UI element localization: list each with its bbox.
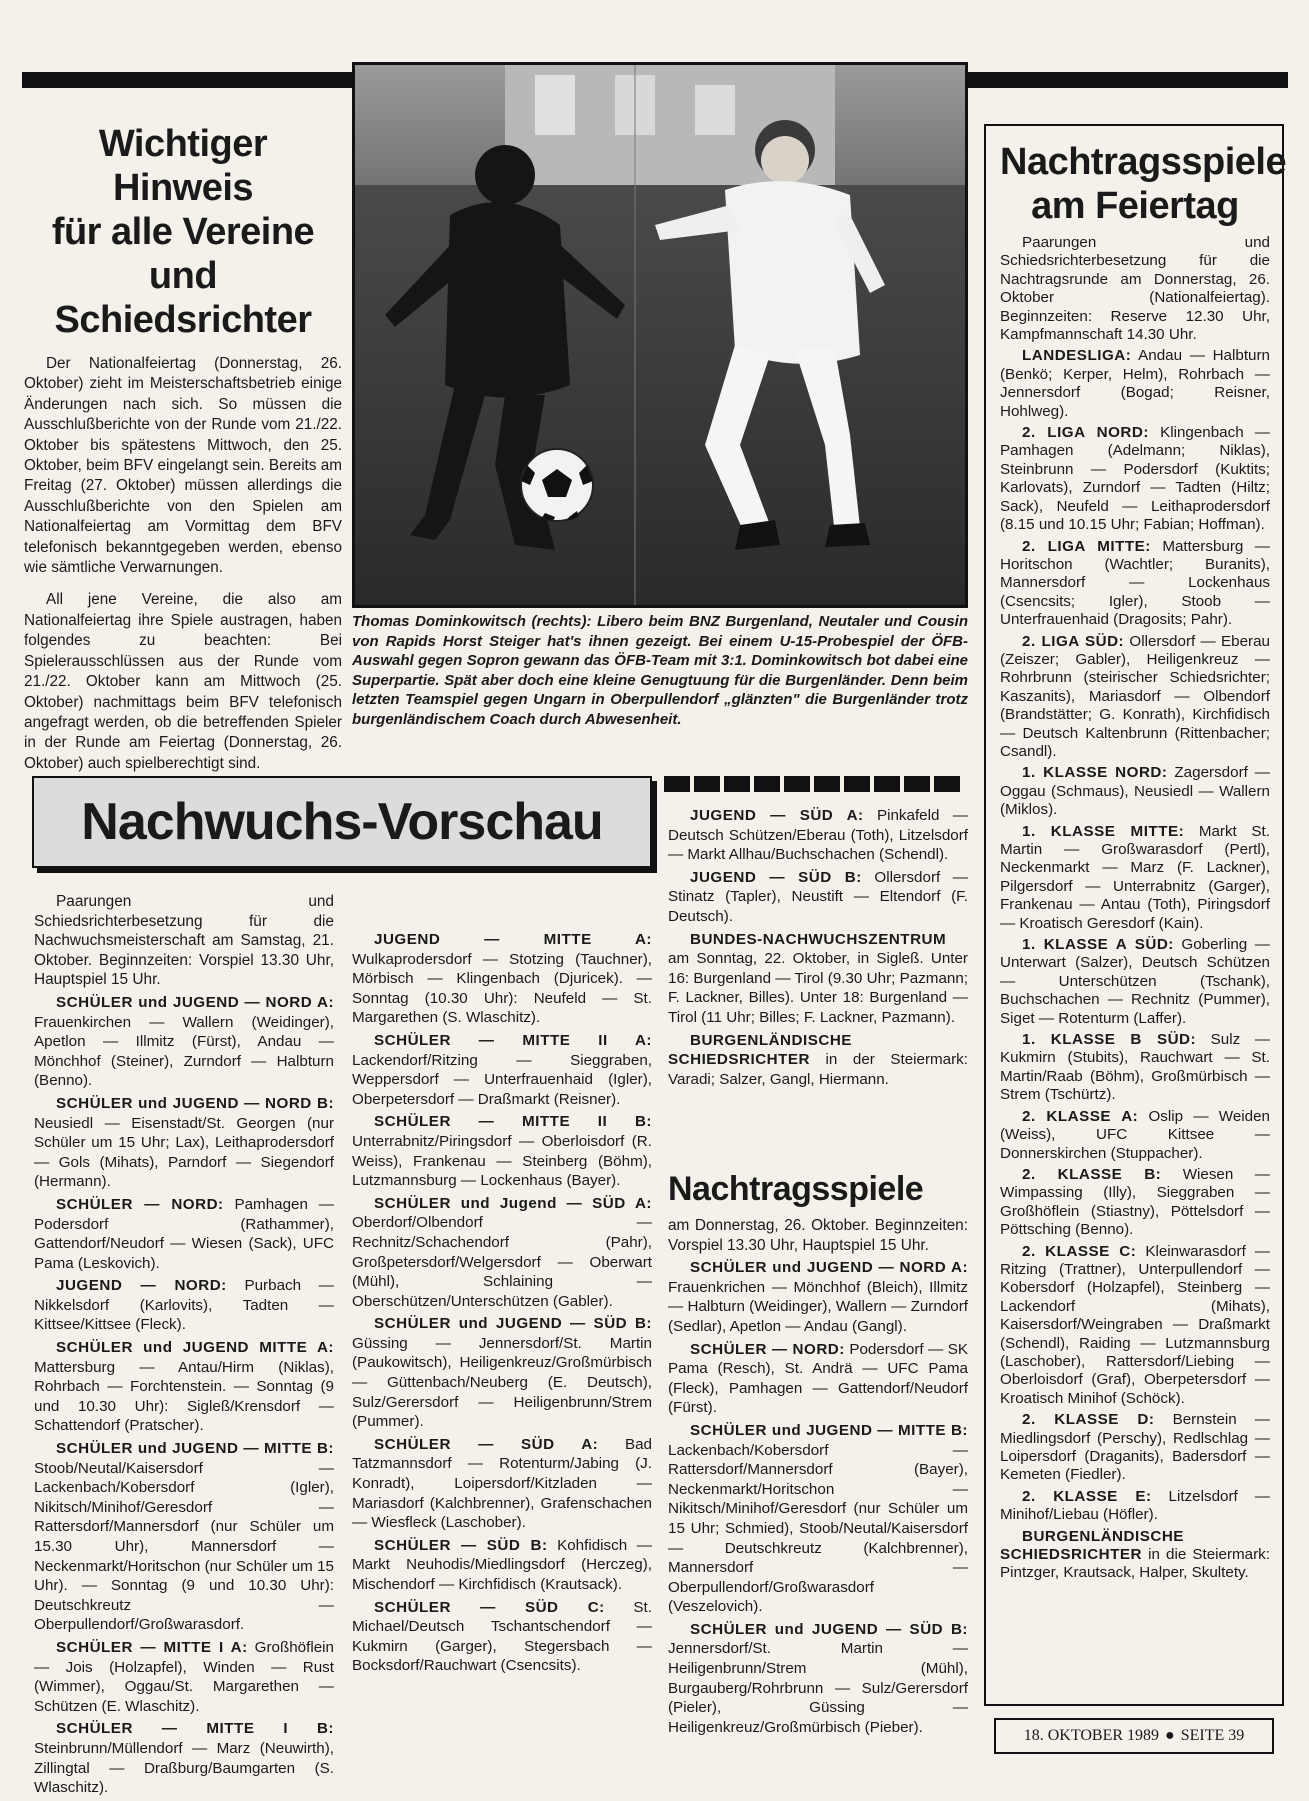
nachwuchs-intro: Paarungen und Schiedsrichterbesetzung für die Nachwuchsmeisterschaft am Samstag, 21. Oktober. Beginnzeiten: Vorspiel 13.30 Uhr, Hauptspiel 15 Uhr. — [34, 893, 334, 989]
fixture-text: St. Michael/Deutsch Tschantschendorf — Kukmirn (Garger), Stegersbach — Bocksdorf/Rauchwart (Csencsits). — [352, 1598, 652, 1675]
nachtragsspiele-intro: am Donnerstag, 26. Oktober. Beginnzeiten: Vorspiel 13.30 Uhr, Hauptspiel 15 Uhr. — [668, 1217, 968, 1254]
fixture-label: BURGENLÄNDISCHE SCHIEDSRICHTER — [668, 1031, 852, 1069]
fixture-entry — [34, 1094, 334, 1192]
nachtragsspiele-title: Nachtragsspiele — [668, 1170, 924, 1208]
fixture-entry — [1000, 1243, 1270, 1409]
fixture-text: Frauenkrichen — Mönchhof (Bleich), Illmitz — Halbturn (Weidinger), Wallern — Zurndorf (Sedlar), Apetlon — Andau (Gangl). — [668, 1278, 968, 1335]
fixture-text: Oberdorf/Olbendorf — Rechnitz/Schachendorf (Pahr), Großpetersdorf/Welgersdorf — Oberwart (Mühl), Schlaining — Oberschützen/Unterschützen (Gabler). — [352, 1214, 652, 1310]
fixture-text: in die Steiermark: Pintzger, Krautsack, Halper, Skultety. — [1000, 1546, 1270, 1582]
fixture-label: SCHÜLER — SÜD A: — [374, 1435, 599, 1453]
fixture-label: 2. LIGA MITTE: — [1022, 537, 1151, 555]
photo-caption: Thomas Dominkowitsch (rechts): Libero beim BNZ Burgenland, Neutaler und Cousin von Rapids Horst Steiger hat's ihnen gezeigt. Bei einem U-15-Probespiel der ÖFB-Auswahl gegen Sopron gewann das ÖFB-Team mit 3:1. Dominkowitsch bot dabei eine Superpartie. Spät aber doch eine kleine Genugtuung für die Burgenländer. Denn beim letzten Teamspiel gegen Ungarn in Oberpullendorf „glänzten" die Burgenländer trotz burgenländischem Coach durch Abwesenheit. — [352, 613, 968, 728]
fixture-entry — [668, 1620, 968, 1738]
fixture-label: 2. KLASSE C: — [1022, 1242, 1137, 1260]
fixture-label: SCHÜLER — NORD: — [690, 1340, 845, 1358]
fixture-label: SCHÜLER und JUGEND — NORD A: — [56, 993, 334, 1011]
fixture-text: Markt St. Martin — Großwarasdorf (Pertl), Neckenmarkt — Marz (F. Lackner), Pilgersdorf — Unterrabnitz (Garger), Frankenau — Antau (Toth), Piringsdorf — Kroatisch Geresdorf (Kain). — [1000, 822, 1270, 932]
nachwuchs-title: Nachwuchs-Vorschau — [81, 793, 603, 851]
fixture-entry — [668, 868, 968, 927]
fixture-label: 2. KLASSE B: — [1022, 1165, 1162, 1183]
fixture-label: 1. KLASSE B SÜD: — [1022, 1031, 1197, 1049]
page-footer — [994, 1718, 1274, 1754]
fixture-entry — [1000, 1166, 1270, 1240]
fixture-entry — [1000, 936, 1270, 1028]
fixture-text: Bernstein — Miedlingsdorf (Perschy), Redlschlag — Loipersdorf (Draganits), Badersdorf — Kemeten (Fiedler). — [1000, 1411, 1270, 1484]
fixture-entry — [1000, 633, 1270, 762]
fixture-label: JUGEND — MITTE A: — [374, 931, 652, 948]
fixture-label: SCHÜLER — NORD: — [56, 1195, 224, 1213]
fixture-entry — [352, 1536, 652, 1595]
fixture-text: Pinkafeld — Deutsch Schützen/Eberau (Toth), Litzelsdorf — Markt Allhau/Buchschachen (Schendl). — [668, 807, 968, 864]
fixture-label: JUGEND — SÜD B: — [690, 868, 862, 886]
fixture-text: Stoob/Neutal/Kaisersdorf — Lackenbach/Kobersdorf (Igler), Nikitsch/Minihof/Geresdorf — Rattersdorf/Mannersdorf (nur Schüler um 15.30 Uhr), Mannersdorf — Neckenmarkt/Horitschon (nur Schüler um 15 Uhr). — Sonntag (9 und 10.30 Uhr): Deutschkreutz — Oberpullendorf/Großwarasdorf. — [34, 1459, 334, 1634]
square-divider — [664, 776, 974, 794]
fixture-label: 2. LIGA SÜD: — [1022, 632, 1125, 650]
fixture-entry — [668, 930, 968, 1028]
nachtrag-feiertag-title — [1000, 140, 1287, 228]
fixture-entry — [1000, 538, 1270, 630]
fixture-entry — [668, 806, 968, 865]
fixture-entry — [34, 1439, 334, 1635]
fixture-label: SCHÜLER — MITTE II B: — [374, 1113, 652, 1131]
fixture-text: Unterrabnitz/Piringsdorf — Oberloisdorf (R. Weiss), Frankenau — Steinberg (Böhm), Lutzmannsburg — Lockenhaus (Bayer). — [352, 1132, 652, 1190]
fixture-entry — [352, 1435, 652, 1533]
fixture-text: Kohfidisch — Markt Neuhodis/Miedlingsdorf (Herczeg), Mischendorf — Kirchfidisch (Krautsack). — [352, 1536, 652, 1593]
fixture-text: Frauenkirchen — Wallern (Weidinger), Apetlon — Illmitz (Fürst), Andau — Mönchhof (Steiner), Zurndorf — Halbturn (Benno). — [34, 1013, 334, 1090]
fixture-entry — [34, 1338, 334, 1436]
fixture-label: 2. KLASSE E: — [1022, 1487, 1152, 1505]
fixture-label: SCHÜLER und JUGEND MITTE A: — [56, 1339, 334, 1357]
fixture-text: Bad Tatzmannsdorf — Rotenturm/Jabing (J. Konradt), Loipersdorf/Kitzladen — Mariasdorf (Kalchbrenner), Grafenschachen — Wiesfleck (Laschober). — [352, 1435, 652, 1532]
hinweis-paragraph: Der Nationalfeiertag (Donnerstag, 26. Oktober) zieht im Meisterschaftsbetrieb einige Änderungen nach sich. So müssen die Ausschlußberichte von der Runde vom 21./22. Oktober bis spätestens Mittwoch, den 25. Oktober, beim BFV eingelangt sein. Bereits am Freitag (27. Oktober) müssen allerdings die Ausschlußberichte von den Spielen am Nationalfeiertag am Vormittag dem BFV telefonisch bekanntgegeben werden, ebenso wie sämtliche Verwarnungen. — [24, 355, 342, 577]
nachtragsspiele-article — [668, 1168, 968, 1740]
fixture-entry — [668, 1258, 968, 1336]
fixture-text: Mattersburg — Antau/Hirm (Niklas), Rohrbach — Forchtenstein. — Sonntag (9 und 10.30 Uhr): Sigleß/Krensdorf — Schattendorf (Pratscher). — [34, 1358, 334, 1435]
fixture-label: SCHÜLER und JUGEND — NORD B: — [56, 1094, 334, 1112]
nachtrag-feiertag-intro: Paarungen und Schiedsrichterbesetzung für die Nachtragsrunde am Donnerstag, 26. Oktober (Nationalfeiertag). Beginnzeiten: Reserve 12.30 Uhr, Kampfmannschaft 14.30 Uhr. — [1000, 234, 1270, 344]
nachwuchs-col3-list — [668, 806, 968, 1089]
fixture-label: SCHÜLER — MITTE I A: — [56, 1638, 248, 1656]
fixture-entry — [1000, 1031, 1270, 1105]
fixture-label: SCHÜLER und Jugend — SÜD A: — [374, 1194, 652, 1212]
fixture-entry — [1000, 1528, 1270, 1583]
fixture-label: SCHÜLER und JUGEND — MITTE B: — [56, 1440, 334, 1458]
fixture-text: Sulz — Kukmirn (Stubits), Rauchwart — St. Martin/Raab (Böhm), Großmürbisch — Strem (Tschürtz). — [1000, 1031, 1270, 1104]
fixture-text: Wulkaprodersdorf — Stotzing (Tauchner), Mörbisch — Klingenbach (Djuricek). — Sonntag (10.30 Uhr): Neufeld — St. Margarethen (S. Wlaschitz). — [352, 950, 652, 1027]
fixture-text: Steinbrunn/Müllendorf — Marz (Neuwirth), Zillingtal — Draßburg/Baumgarten (S. Wlaschitz). — [34, 1739, 334, 1797]
nachwuchs-title-box — [32, 776, 652, 868]
top-rule-left — [22, 72, 352, 88]
fixture-text: Güssing — Jennersdorf/St. Martin (Paukowitsch), Heiligenkreuz/Großmürbisch — Güttenbach/Neuberg (E. Deutsch), Sulz/Gerersdorf — Heiligenbrunn/Strem (Pummer). — [352, 1334, 652, 1431]
fixture-entry — [34, 1195, 334, 1273]
fixture-label: SCHÜLER und JUGEND — MITTE B: — [690, 1421, 968, 1439]
fixture-entry — [668, 1031, 968, 1090]
photo-caption-box — [352, 612, 968, 730]
nachwuchs-col1-list — [34, 993, 334, 1798]
fixture-entry — [34, 1638, 334, 1716]
footer-bullet-icon: ● — [1165, 1727, 1175, 1744]
top-rule-right — [968, 72, 1288, 88]
fixture-text: Großhöflein — Jois (Holzapfel), Winden — Rust (Wimmer), Oggau/St. Margarethen — Schützen (E. Wlaschitz). — [34, 1638, 334, 1715]
nachwuchs-column-2 — [352, 930, 652, 1679]
fixture-text: Oslip — Weiden (Weiss), UFC Kittsee — Donnerskirchen (Stuppacher). — [1000, 1107, 1270, 1162]
fixture-label: BURGENLÄNDISCHE SCHIEDSRICHTER — [1000, 1527, 1184, 1564]
fixture-entry — [34, 993, 334, 1091]
nachtrag-feiertag-title-line: Nachtragsspiele — [1000, 141, 1287, 183]
nachwuchs-col2-list — [352, 930, 652, 1676]
fixture-entry — [668, 1340, 968, 1418]
footer-page: SEITE 39 — [1180, 1727, 1245, 1744]
fixture-entry — [1000, 823, 1270, 933]
fixture-entry — [1000, 1488, 1270, 1525]
fixture-label: SCHÜLER — MITTE II A: — [374, 1031, 652, 1049]
fixture-text: Jennersdorf/St. Martin — Heiligenbrunn/Strem (Mühl), Burgauberg/Rohrbrunn — Sulz/Gerersdorf (Pieler), Güssing — Heiligenkreuz/Großmürbisch (Pieber). — [668, 1640, 968, 1736]
fixture-entry — [34, 1276, 334, 1335]
hinweis-title-line: für alle Vereine — [51, 211, 315, 253]
fixture-text: Kleinwarasdorf — Ritzing (Trattner), Unterpullendorf — Kobersdorf (Holzapfel), Steinberg — Lackendorf (Mihats), Kaisersdorf/Weingraben — Draßmarkt (Schendl), Raiding — Lutzmannsburg (Laschober), Rattersdorf/Liebing — Oberloisdorf (Graf), Oberpetersdorf — Kroatisch Minihof (Schöck). — [1000, 1242, 1270, 1407]
nachwuchs-column-1 — [34, 892, 334, 1801]
fixture-label: SCHÜLER — MITTE I B: — [56, 1720, 334, 1738]
fixture-text: in der Steiermark: Varadi; Salzer, Gangl, Hiermann. — [668, 1051, 968, 1088]
fixture-label: 2. LIGA NORD: — [1022, 424, 1149, 442]
fixture-text: Pamhagen — Podersdorf (Rathammer), Gattendorf/Neudorf — Wiesen (Sack), UFC Pama (Leskovich). — [34, 1195, 334, 1272]
fixture-label: JUGEND — SÜD A: — [690, 807, 864, 824]
fixture-text: Klingenbach — Pamhagen (Adelmann; Niklas), Steinbrunn — Podersdorf (Kuktits; Karlovats), Zurndorf — Tadten (Hiltz; Sack), Neufeld — Leithaprodersdorf (8.15 und 10.15 Uhr; Fabian; Hoffman). — [1000, 424, 1270, 534]
fixture-label: 1. KLASSE MITTE: — [1022, 822, 1185, 840]
fixture-label: JUGEND — NORD: — [56, 1277, 227, 1295]
nachtrag-feiertag-list — [1000, 347, 1270, 1582]
fixture-entry — [352, 1031, 652, 1109]
fixture-label: SCHÜLER — SÜD B: — [374, 1536, 548, 1554]
match-photo — [352, 62, 968, 608]
hinweis-title-line: und Schiedsrichter — [54, 255, 312, 341]
football-photo-illustration — [355, 65, 965, 605]
fixture-entry — [352, 1194, 652, 1312]
fixture-text: Zagersdorf — Oggau (Schmaus), Neusiedl — Wallern (Miklos). — [1000, 764, 1270, 819]
fixture-entry — [1000, 1108, 1270, 1163]
fixture-label: SCHÜLER und JUGEND — SÜD B: — [374, 1315, 652, 1333]
football-ball — [521, 449, 593, 521]
fixture-text: Lackendorf/Ritzing — Sieggraben, Weppersdorf — Unterfrauenhaid (Igler), Oberpetersdorf — Draßmarkt (Reisner). — [352, 1051, 652, 1108]
fixture-text: Wiesen — Wimpassing (Illy), Sieggraben — Großhöflein (Stiastny), Pöttelsdorf — Pöttsching (Benno). — [1000, 1165, 1270, 1239]
fixture-text: Neusiedl — Eisenstadt/St. Georgen (nur Schüler um 15 Uhr; Lax), Leithaprodersdorf — Gols (Mihats), Parndorf — Siegendorf (Hermann). — [34, 1114, 334, 1191]
fixture-label: LANDESLIGA: — [1022, 347, 1132, 365]
fixture-text: Lackenbach/Kobersdorf — Rattersdorf/Mannersdorf (Bayer), Neckenmarkt/Horitschon — Nikitsch/Minihof/Geresdorf (nur Schüler um 15 Uhr; Schmied), Stoob/Neutal/Kaisersdorf — Deutschkreutz (Kalchbrenner), Mannersdorf — Oberpullendorf/Großwarasdorf (Veszelovich). — [668, 1441, 968, 1616]
hinweis-title — [24, 122, 342, 342]
nachtrag-feiertag-box — [984, 124, 1287, 1706]
fixture-entry — [352, 1598, 652, 1676]
fixture-entry — [34, 1719, 334, 1797]
fixture-entry — [352, 1112, 652, 1190]
fixture-label: 1. KLASSE A SÜD: — [1022, 936, 1174, 954]
fixture-label: 1. KLASSE NORD: — [1022, 764, 1168, 782]
fixture-entry — [1000, 1411, 1270, 1485]
fixture-label: 2. KLASSE A: — [1022, 1107, 1139, 1125]
hinweis-paragraph: All jene Vereine, die also am Nationalfeiertag ihre Spiele austragen, haben folgendes zu beachten: Bei Spielerausschlüssen aus der Runde vom 21./22. Oktober kann am Mittwoch (25. Oktober) nachmittags beim BFV telefonisch angefragt werden, ob die betreffenden Spieler in der Runde am Feiertag (Donnerstag, 26. Oktober) auch spielberechtigt sind. — [24, 591, 342, 772]
fixture-text: Mattersburg — Horitschon (Wachtler; Buranits), Mannersdorf — Lockenhaus (Csencsits; Igler), Stoob — Unterfrauenhaid (Dragosits; Pahr). — [1000, 537, 1270, 629]
fixture-label: SCHÜLER und JUGEND — NORD A: — [690, 1259, 968, 1277]
nachwuchs-column-3 — [668, 806, 968, 1092]
hinweis-article — [24, 122, 342, 777]
hinweis-title-line: Wichtiger Hinweis — [98, 123, 268, 209]
fixture-text: Goberling — Unterwart (Salzer), Deutsch Schützen — Unterschützen (Tschank), Buchschachen — Rechnitz (Pummer), Siget — Rotenturm (Laffer). — [1000, 936, 1270, 1027]
fixture-text: Andau — Halbturn (Benkö; Kerper, Helm), Rohrbach — Jennersdorf (Bogad; Reisner, Hohlweg). — [1000, 347, 1270, 420]
fixture-text: Litzelsdorf — Minihof/Liebau (Höfler). — [1000, 1487, 1270, 1524]
fixture-text: Purbach — Nikkelsdorf (Karlovits), Tadten — Kittsee/Kittsee (Fleck). — [34, 1277, 334, 1334]
fixture-label: SCHÜLER und JUGEND — SÜD B: — [690, 1620, 968, 1638]
nachtragsspiele-list — [668, 1258, 968, 1737]
fixture-text: am Sonntag, 22. Oktober, in Sigleß. Unter 16: Burgenland — Tirol (9.30 Uhr; Pazmann; F. Lackner, Billes). Unter 18: Burgenland — Tirol (11 Uhr; Billes; F. Lackner, Pazmann). — [668, 950, 968, 1026]
fixture-label: SCHÜLER — SÜD C: — [374, 1598, 605, 1616]
fixture-entry — [1000, 424, 1270, 534]
fixture-label: BUNDES-NACHWUCHSZENTRUM — [690, 930, 947, 948]
fixture-text: Ollersdorf — Eberau (Zeiszer; Gabler), Heiligenkreuz — Rohrbrunn (steirischer Schiedsrichter; Kaszanits), Mariasdorf — Olbendorf (Brandstätter; G. Konrath), Kirchfidisch — Deutsch Kaltenbrunn (Rittenbacher; Csandl). — [1000, 632, 1270, 760]
fixture-entry — [352, 1314, 652, 1432]
nachtrag-feiertag-title-line: am Feiertag — [1031, 185, 1239, 227]
fixture-entry — [1000, 764, 1270, 819]
fixture-text: Ollersdorf — Stinatz (Tapler), Neustift — Eltendorf (F. Deutsch). — [668, 868, 968, 925]
fixture-text: Podersdorf — SK Pama (Resch), St. Andrä — UFC Pama (Fleck), Pamhagen — Gattendorf/Neudorf (Fürst). — [668, 1340, 968, 1417]
fixture-entry — [668, 1421, 968, 1617]
footer-date: 18. OKTOBER 1989 — [1023, 1727, 1160, 1744]
fixture-entry — [1000, 347, 1270, 421]
fixture-label: 2. KLASSE D: — [1022, 1411, 1155, 1429]
fixture-entry — [352, 930, 652, 1028]
